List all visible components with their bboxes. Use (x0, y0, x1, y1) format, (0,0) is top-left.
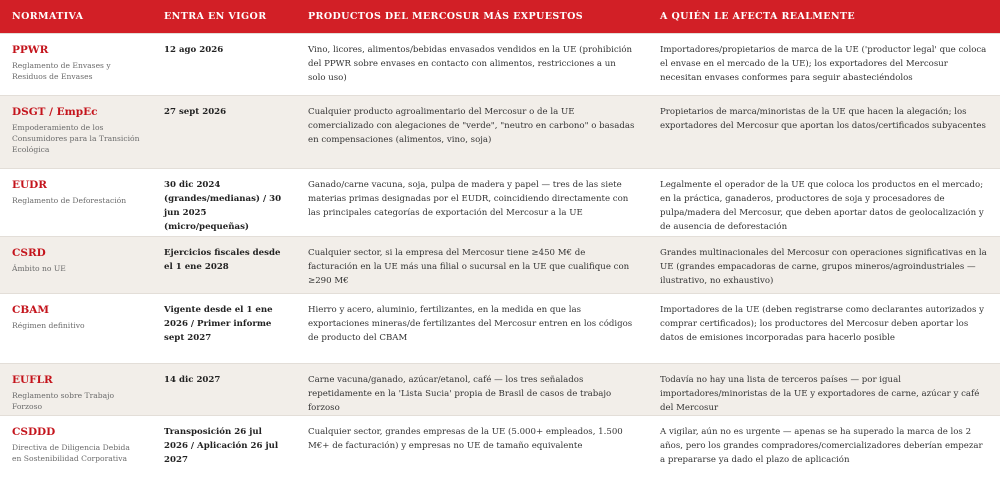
regulation-cell (0, 169, 152, 237)
effective-date: Vigente desde el 1 ene 2026 / Primer informe sept 2027 (152, 294, 296, 364)
table-row (0, 364, 1000, 416)
regulation-name: CSRD (12, 247, 46, 259)
affected-parties: A vigilar, aún no es urgente — apenas se ha superado la marca de los 2 años, pero los grandes compradores/comercializadores deberían empezar a prepararse ya dado el plazo de aplicación (648, 416, 1000, 484)
table-row (0, 237, 1000, 294)
regulation-name: CSDDD (12, 426, 56, 438)
regulation-description: Reglamento de Deforestación (12, 196, 127, 205)
table-row (0, 416, 1000, 484)
table-row (0, 96, 1000, 169)
exposed-products: Ganado/carne vacuna, soja, pulpa de madera y papel — tres de las siete materias primas designadas por el EUDR, coincidiendo directamente con las principales categorías de exportación del Mercosur a la UE (296, 169, 648, 237)
regulation-name: EUFLR (12, 374, 53, 386)
header-productos: PRODUCTOS DEL MERCOSUR MÁS EXPUESTOS (296, 0, 648, 34)
header-normativa: NORMATIVA (0, 0, 152, 34)
exposed-products: Cualquier sector, si la empresa del Mercosur tiene ≥450 M€ de facturación en la UE más una filial o sucursal en la UE que cualifique con ≥290 M€ (296, 237, 648, 294)
effective-date: 12 ago 2026 (152, 34, 296, 96)
regulation-description: Empoderamiento de los Consumidores para la Transición Ecológica (12, 123, 140, 154)
regulation-name: DSGT / EmpEc (12, 106, 98, 118)
table-header-row (0, 0, 1000, 34)
effective-date: Ejercicios fiscales desde el 1 ene 2028 (152, 237, 296, 294)
regulation-cell (0, 364, 152, 416)
regulation-description: Reglamento de Envases y Residuos de Envases (12, 61, 111, 81)
regulation-name: PPWR (12, 44, 49, 56)
effective-date: Transposición 26 jul 2026 / Aplicación 26 jul 2027 (152, 416, 296, 484)
exposed-products: Cualquier producto agroalimentario del Mercosur o de la UE comercializado con alegaciones de "verde", "neutro en carbono" o basadas en compensaciones (alimentos, vino, soja) (296, 96, 648, 169)
affected-parties: Grandes multinacionales del Mercosur con operaciones significativas en la UE (grandes empacadoras de carne, grupos mineros/agroindustriales — ilustrativo, no exhaustivo) (648, 237, 1000, 294)
effective-date: 27 sept 2026 (152, 96, 296, 169)
regulation-cell (0, 416, 152, 484)
regulation-name: CBAM (12, 304, 50, 316)
exposed-products: Cualquier sector, grandes empresas de la UE (5.000+ empleados, 1.500 M€+ de facturación) y empresas no UE de tamaño equivalente (296, 416, 648, 484)
table-row (0, 294, 1000, 364)
affected-parties: Legalmente el operador de la UE que coloca los productos en el mercado; en la práctica, ganaderos, productores de soja y procesadores de pulpa/madera del Mercosur, que deben aportar datos de geolocalización y de ausencia de deforestación (648, 169, 1000, 237)
regulation-cell (0, 237, 152, 294)
regulation-cell (0, 294, 152, 364)
regulation-cell (0, 96, 152, 169)
regulation-description: Ámbito no UE (12, 264, 66, 273)
effective-date: 14 dic 2027 (152, 364, 296, 416)
affected-parties: Todavía no hay una lista de terceros países — por igual importadores/minoristas de la UE y exportadores de carne, azúcar y café del Mercosur (648, 364, 1000, 416)
regulation-description: Directiva de Diligencia Debida en Sostenibilidad Corporativa (12, 443, 130, 463)
exposed-products: Vino, licores, alimentos/bebidas envasados vendidos en la UE (prohibición del PPWR sobre envases en contacto con alimentos, restricciones a un solo uso) (296, 34, 648, 96)
table-row (0, 34, 1000, 96)
affected-parties: Importadores de la UE (deben registrarse como declarantes autorizados y comprar certificados); los productores del Mercosur deben aportar los datos de emisiones incorporadas para hacerlo posible (648, 294, 1000, 364)
header-entra-en-vigor: ENTRA EN VIGOR (152, 0, 296, 34)
regulation-name: EUDR (12, 179, 47, 191)
affected-parties: Propietarios de marca/minoristas de la UE que hacen la alegación; los exportadores del Mercosur que aportan los datos/certificados subyacentes (648, 96, 1000, 169)
header-a-quien-afecta: A QUIÉN LE AFECTA REALMENTE (648, 0, 1000, 34)
regulation-description: Reglamento sobre Trabajo Forzoso (12, 391, 115, 411)
exposed-products: Carne vacuna/ganado, azúcar/etanol, café — los tres señalados repetidamente en la 'Lista Sucia' propia de Brasil de casos de trabajo forzoso (296, 364, 648, 416)
regulation-description: Régimen definitivo (12, 321, 85, 330)
table-row (0, 169, 1000, 237)
effective-date: 30 dic 2024 (grandes/medianas) / 30 jun 2025 (micro/pequeñas) (152, 169, 296, 237)
affected-parties: Importadores/propietarios de marca de la UE ('productor legal' que coloca el envase en el mercado de la UE); los exportadores del Mercosur necesitan envases conformes para seguir abasteciéndolos (648, 34, 1000, 96)
exposed-products: Hierro y acero, aluminio, fertilizantes, en la medida en que las exportaciones mineras/de fertilizantes del Mercosur entren en los códigos de producto del CBAM (296, 294, 648, 364)
regulation-cell (0, 34, 152, 96)
